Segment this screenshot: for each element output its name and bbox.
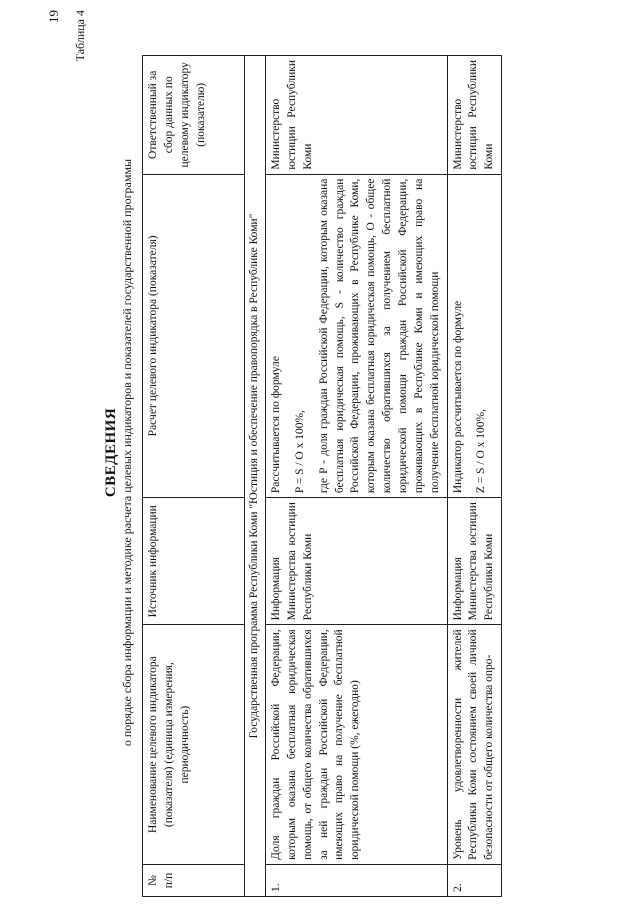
document-title: СВЕДЕНИЯ — [103, 407, 119, 498]
page-number: 19 — [46, 10, 61, 23]
table-row — [266, 56, 448, 897]
row-num: 2. — [447, 864, 502, 896]
row-indicator-name: Доля граждан Российской Федерации, которым оказана бесплатная юридическая помощь, от общего количества обратившихся за ней граждан Российской Федерации, имеющих право на получение бесплатной юридической помощи (%, ежегодно) — [266, 625, 448, 865]
row-source: Информация Министерства юстиции Республики Коми — [447, 498, 502, 625]
calc-intro: Рассчитывается по формуле — [270, 356, 282, 494]
header-name: Наименование целевого индикатора (показателя) (единица измерения, периодичность) — [143, 625, 245, 865]
row-calculation — [266, 174, 448, 498]
header-responsible: Ответственный за сбор данных по целевому индикатору (показателю) — [143, 56, 245, 175]
table-label: Таблица 4 — [73, 10, 87, 62]
row-responsible: Министерство юстиции Республики Коми — [266, 56, 448, 175]
table-row — [447, 56, 502, 897]
indicators-table — [142, 55, 502, 897]
header-source: Источник информации — [143, 498, 245, 625]
row-calculation — [447, 174, 502, 498]
header-num: № п/п — [143, 864, 245, 896]
calc-formula: P = S / O x 100%, — [293, 410, 306, 494]
header-calc: Расчет целевого индикатора (показателя) — [143, 174, 245, 498]
calc-formula: Z = S / O x 100%, — [475, 409, 488, 494]
row-source: Информация Министерства юстиции Республики Коми — [266, 498, 448, 625]
section-row — [245, 56, 266, 897]
section-title: Государственная программа Республики Коми "Юстиция и обеспечение правопорядка в Республике Коми" — [245, 56, 266, 897]
row-num: 1. — [266, 864, 448, 896]
row-indicator-name: Уровень удовлетворенности жителей Республики Коми состоянием своей личной безопасности от общего количества опро- — [447, 625, 502, 865]
calc-intro: Индикатор рассчитывается по формуле — [451, 300, 464, 494]
calc-where: где P - доля граждан Российской Федерации, которым оказана бесплатная юридическая помощь, S - количество граждан Российской Федерации, проживающих в Республике Коми, которым оказана бесплатная юридическая помощь, O - общее количество обратившихся за получением бесплатной юридической помощи граждан Российской Федерации, проживающих в Республике Коми и имеющих право на получение бесплатной юридической помощи — [317, 178, 441, 494]
document-subtitle: о порядке сбора информации и методике расчета целевых индикаторов и показателей государственной программы — [120, 158, 134, 747]
row-responsible: Министерство юстиции Республики Коми — [447, 56, 502, 175]
table-header-row — [143, 56, 245, 897]
